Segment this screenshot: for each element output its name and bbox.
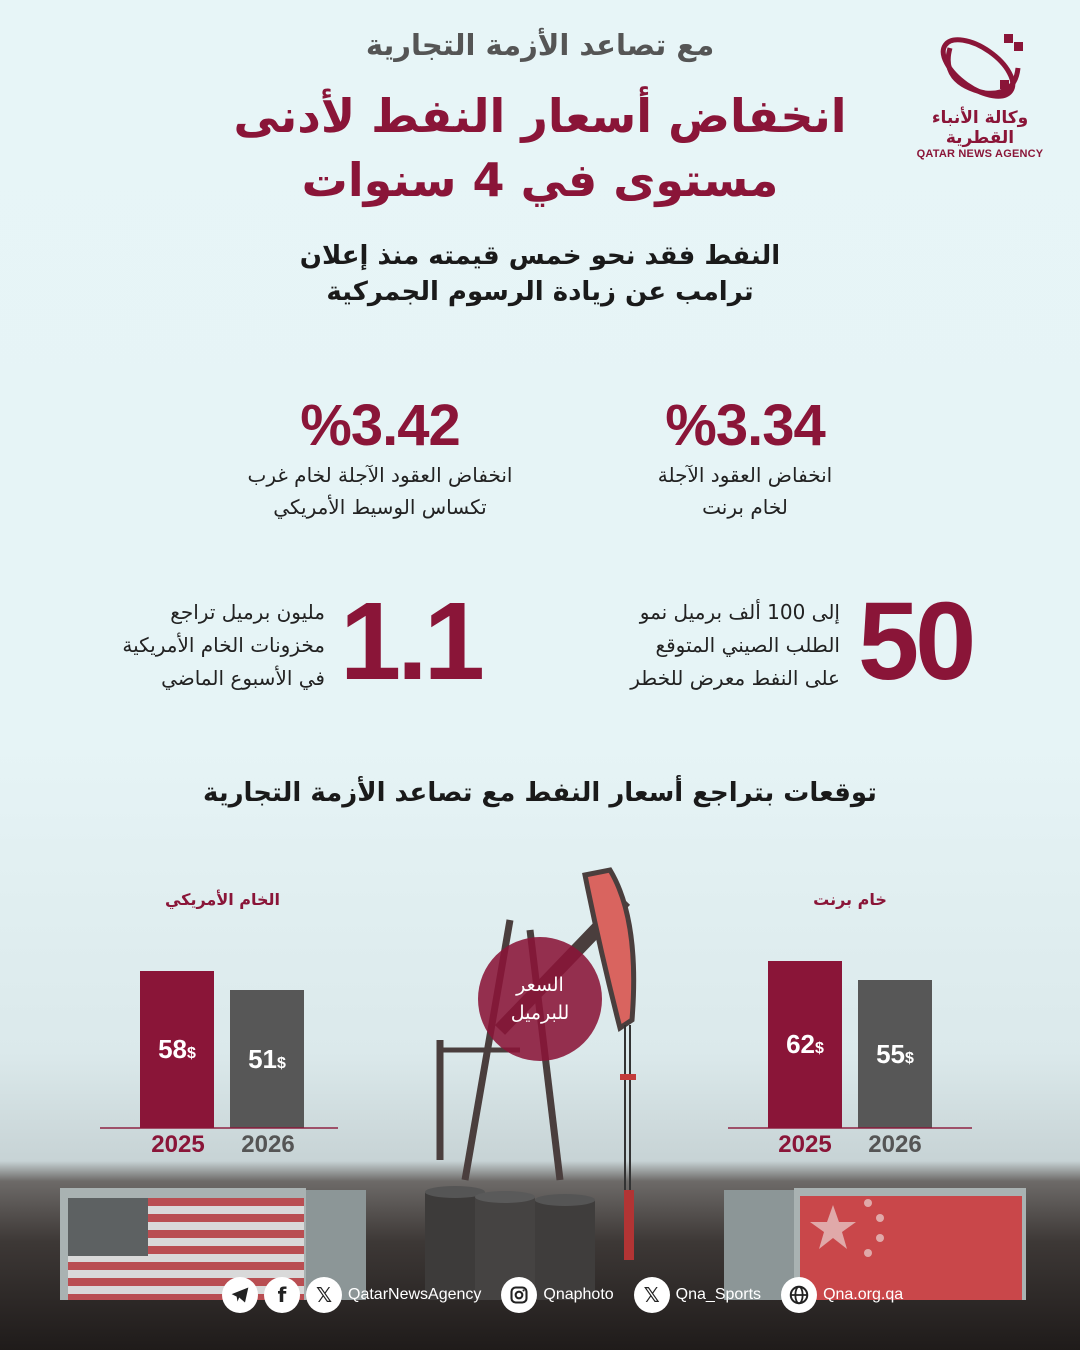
logo-name-english: QATAR NEWS AGENCY [916, 148, 1044, 160]
stat-brent [600, 392, 890, 523]
handle-instagram[interactable]: Qnaphoto [543, 1286, 614, 1303]
title-line-2: مستوى في 4 سنوات [301, 153, 779, 207]
stat-china-desc-line-2: الطلب الصيني المتوقع [655, 633, 840, 657]
stat-us-desc-line-3: في الأسبوع الماضي [161, 666, 325, 690]
stat-china-desc-line-1: إلى 100 ألف برميل نمو [639, 600, 840, 624]
stat-us-desc-line-1: مليون برميل تراجع [170, 600, 325, 624]
stat-china-demand-value: 50 [858, 580, 973, 703]
brent-chart-baseline [728, 1127, 972, 1129]
x-icon[interactable]: 𝕏 [306, 1277, 342, 1313]
handle-sports[interactable]: Qna_Sports [675, 1286, 762, 1303]
telegram-icon[interactable] [222, 1277, 258, 1313]
us-year-2026: 2026 [241, 1131, 295, 1158]
instagram-icon[interactable] [501, 1277, 537, 1313]
brent-bar-chart [728, 940, 972, 1128]
handle-main[interactable]: QatarNewsAgency [348, 1286, 482, 1303]
brent-bar-2025-value: 62$ [786, 1029, 824, 1059]
us-year-2025: 2025 [151, 1131, 205, 1158]
us-bar-2026-value: 51$ [248, 1043, 286, 1074]
subtitle-line-2: ترامب عن زيادة الرسوم الجمركية [326, 277, 754, 307]
stat-us-inventory-value: 1.1 [340, 580, 481, 703]
subtitle [0, 238, 1080, 310]
badge-line-1: السعر [516, 974, 564, 996]
stat-wti-desc-line-2: تكساس الوسيط الأمريكي [273, 495, 487, 519]
stat-wti-desc [200, 459, 560, 523]
brent-bar-2026 [858, 980, 932, 1128]
us-bar-chart [100, 940, 338, 1128]
badge-line-2: للبرميل [510, 1002, 570, 1024]
section-title: توقعات بتراجع أسعار النفط مع تصاعد الأزمة التجارية [203, 778, 877, 808]
globe-icon[interactable] [781, 1277, 817, 1313]
us-chart-baseline [100, 1127, 338, 1129]
price-per-barrel-badge [478, 937, 602, 1061]
us-bar-2026 [230, 990, 304, 1128]
social-footer [222, 1277, 917, 1313]
stat-china-demand-desc [590, 596, 840, 695]
us-bar-2025-value: 58$ [158, 1034, 196, 1064]
stat-us-desc-line-2: مخزونات الخام الأمريكية [122, 633, 325, 657]
x-icon[interactable]: 𝕏 [634, 1277, 670, 1313]
us-bar-2025 [140, 971, 214, 1128]
brent-bar-2025 [768, 961, 842, 1128]
stat-brent-desc-line-1: انخفاض العقود الآجلة [657, 463, 833, 487]
stat-china-desc-line-3: على النفط معرض للخطر [630, 666, 840, 690]
us-chart-title: الخام الأمريكي [164, 890, 281, 909]
kicker: مع تصاعد الأزمة التجارية [365, 28, 715, 62]
title-line-1: انخفاض أسعار النفط لأدنى [233, 89, 847, 143]
brent-year-2026: 2026 [868, 1131, 922, 1158]
brent-bar-2026-value: 55$ [876, 1038, 914, 1069]
facebook-icon[interactable]: f [264, 1277, 300, 1313]
brent-chart-title: خام برنت [813, 890, 887, 909]
subtitle-line-1: النفط فقد نحو خمس قيمته منذ إعلان [299, 241, 781, 271]
stat-wti [200, 392, 560, 523]
website-link[interactable]: Qna.org.qa [823, 1286, 904, 1303]
logo-name-arabic: وكالة الأنباء القطرية [931, 108, 1029, 148]
stat-wti-desc-line-1: انخفاض العقود الآجلة لخام غرب [247, 463, 513, 487]
brent-year-2025: 2025 [778, 1131, 832, 1158]
stat-brent-desc-line-2: لخام برنت [702, 495, 788, 519]
page-title [0, 84, 1080, 212]
stat-brent-desc [600, 459, 890, 523]
stat-us-inventory-desc [80, 596, 325, 695]
stat-brent-value: %3.34 [665, 393, 825, 458]
stat-wti-value: %3.42 [300, 393, 460, 458]
